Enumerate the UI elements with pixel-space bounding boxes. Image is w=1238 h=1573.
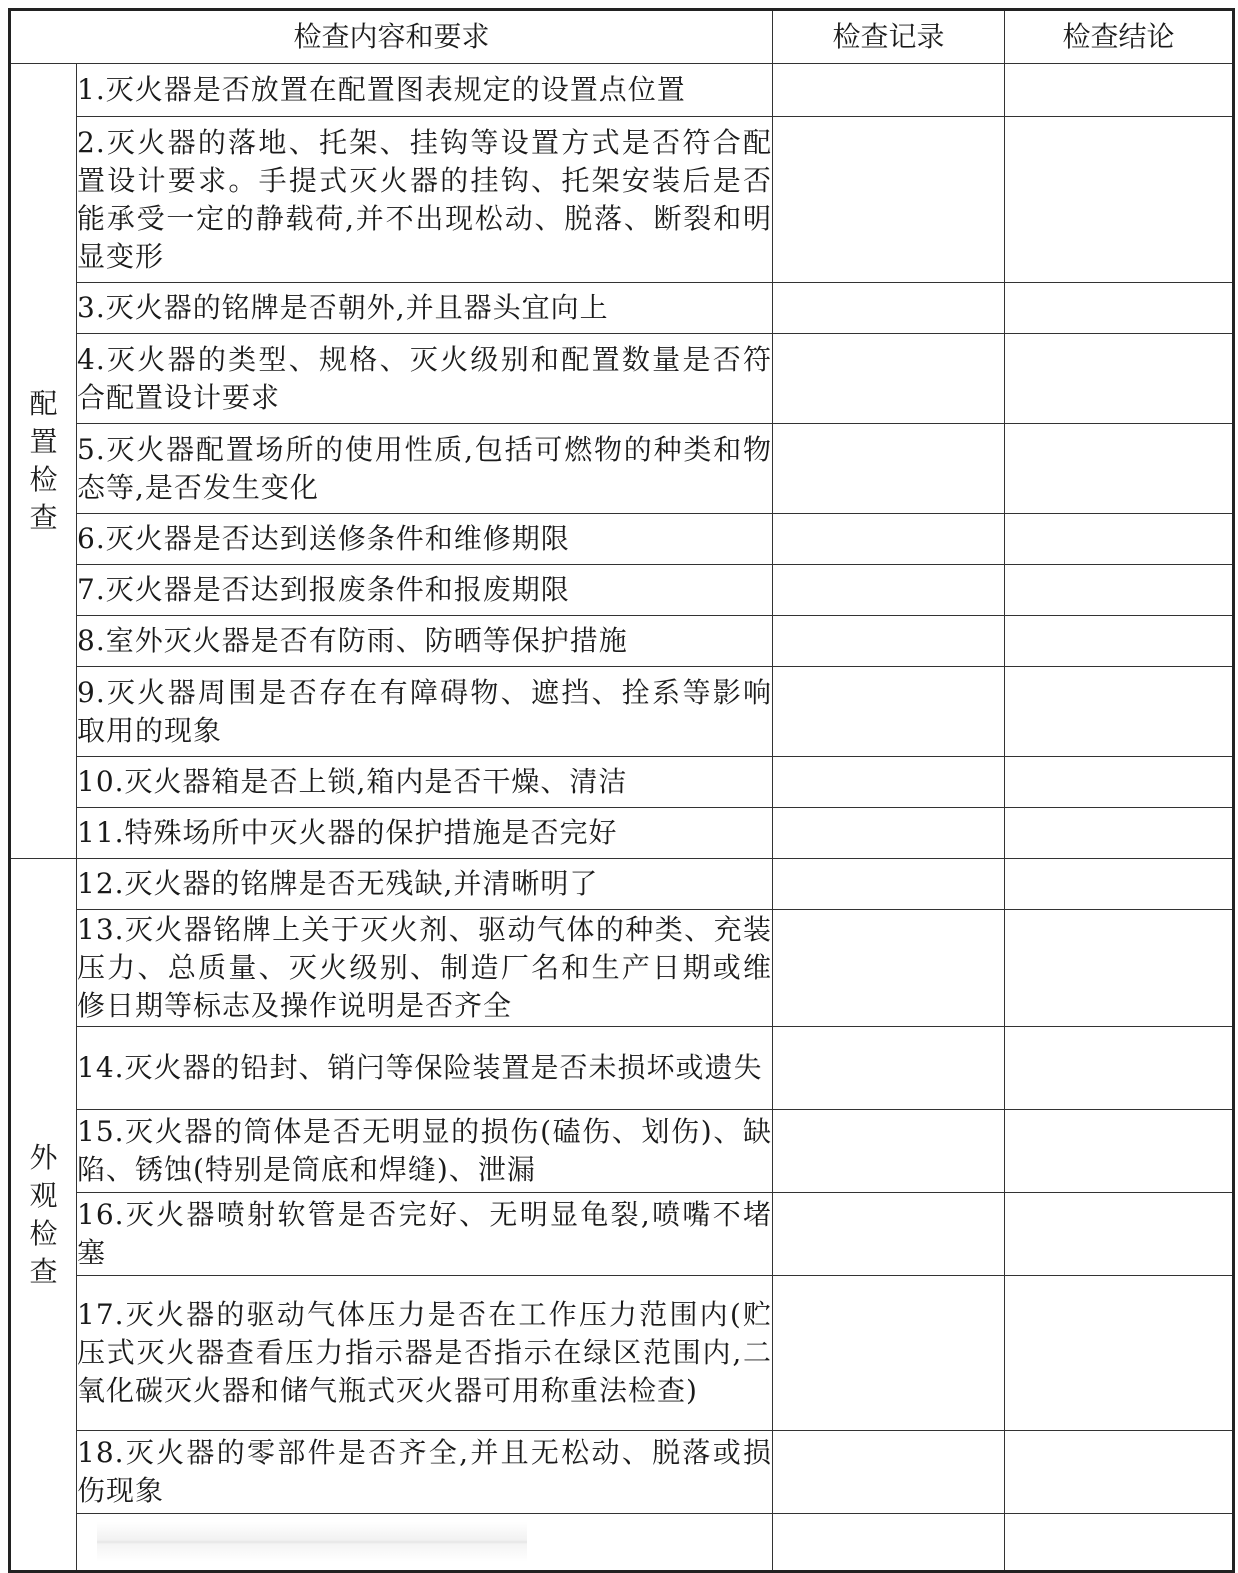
record-cell[interactable] bbox=[773, 334, 1005, 424]
check-item: 2.灭火器的落地、托架、挂钩等设置方式是否符合配置设计要求。手提式灭火器的挂钩、托架安装后是否能承受一定的静载荷,并不出现松动、脱落、断裂和明显变形 bbox=[77, 117, 773, 283]
conclusion-cell[interactable] bbox=[1005, 1276, 1234, 1431]
header-conclusion: 检查结论 bbox=[1005, 10, 1234, 64]
conclusion-cell[interactable] bbox=[1005, 283, 1234, 334]
check-item: 7.灭火器是否达到报废条件和报废期限 bbox=[77, 565, 773, 616]
table-row bbox=[10, 64, 1234, 117]
table-row bbox=[10, 808, 1234, 859]
header-record: 检查记录 bbox=[773, 10, 1005, 64]
record-cell[interactable] bbox=[773, 910, 1005, 1027]
table-row bbox=[10, 514, 1234, 565]
table-row bbox=[10, 859, 1234, 910]
table-row bbox=[10, 1027, 1234, 1110]
record-cell[interactable] bbox=[773, 424, 1005, 514]
check-item: 18.灭火器的零部件是否齐全,并且无松动、脱落或损伤现象 bbox=[77, 1431, 773, 1514]
check-item: 5.灭火器配置场所的使用性质,包括可燃物的种类和物态等,是否发生变化 bbox=[77, 424, 773, 514]
category-config-check: 配 置 检 查 bbox=[10, 64, 77, 859]
record-cell[interactable] bbox=[773, 1276, 1005, 1431]
check-item: 1.灭火器是否放置在配置图表规定的设置点位置 bbox=[77, 64, 773, 117]
record-cell[interactable] bbox=[773, 283, 1005, 334]
check-item: 11.特殊场所中灭火器的保护措施是否完好 bbox=[77, 808, 773, 859]
inspection-table bbox=[8, 8, 1235, 1573]
check-item: 13.灭火器铭牌上关于灭火剂、驱动气体的种类、充装压力、总质量、灭火级别、制造厂名和生产日期或维修日期等标志及操作说明是否齐全 bbox=[77, 910, 773, 1027]
check-item: 14.灭火器的铅封、销闩等保险装置是否未损坏或遗失 bbox=[77, 1027, 773, 1110]
check-item: 4.灭火器的类型、规格、灭火级别和配置数量是否符合配置设计要求 bbox=[77, 334, 773, 424]
category-appearance-check: 外 观 检 查 bbox=[10, 859, 77, 1572]
check-item: 15.灭火器的筒体是否无明显的损伤(磕伤、划伤)、缺陷、锈蚀(特别是筒底和焊缝)、泄漏 bbox=[77, 1110, 773, 1193]
record-cell[interactable] bbox=[773, 667, 1005, 757]
check-item: 8.室外灭火器是否有防雨、防晒等保护措施 bbox=[77, 616, 773, 667]
check-item: 10.灭火器箱是否上锁,箱内是否干燥、清洁 bbox=[77, 757, 773, 808]
conclusion-cell[interactable] bbox=[1005, 117, 1234, 283]
check-item: 12.灭火器的铭牌是否无残缺,并清晰明了 bbox=[77, 859, 773, 910]
scan-smudge bbox=[97, 1522, 527, 1562]
record-cell[interactable] bbox=[773, 64, 1005, 117]
conclusion-cell[interactable] bbox=[1005, 424, 1234, 514]
header-content: 检查内容和要求 bbox=[10, 10, 773, 64]
table-row bbox=[10, 1276, 1234, 1431]
table-row bbox=[10, 757, 1234, 808]
record-cell[interactable] bbox=[773, 616, 1005, 667]
conclusion-cell[interactable] bbox=[1005, 514, 1234, 565]
conclusion-cell[interactable] bbox=[1005, 1027, 1234, 1110]
record-cell[interactable] bbox=[773, 1027, 1005, 1110]
table-row bbox=[10, 1431, 1234, 1514]
conclusion-cell[interactable] bbox=[1005, 565, 1234, 616]
table-row bbox=[10, 616, 1234, 667]
conclusion-cell[interactable] bbox=[1005, 64, 1234, 117]
check-item: 17.灭火器的驱动气体压力是否在工作压力范围内(贮压式灭火器查看压力指示器是否指示在绿区范围内,二氧化碳灭火器和储气瓶式灭火器可用称重法检查) bbox=[77, 1276, 773, 1431]
check-item: 6.灭火器是否达到送修条件和维修期限 bbox=[77, 514, 773, 565]
record-cell[interactable] bbox=[773, 514, 1005, 565]
table-row bbox=[10, 667, 1234, 757]
check-item: 16.灭火器喷射软管是否完好、无明显龟裂,喷嘴不堵塞 bbox=[77, 1193, 773, 1276]
check-item: 9.灭火器周围是否存在有障碍物、遮挡、拴系等影响取用的现象 bbox=[77, 667, 773, 757]
conclusion-cell[interactable] bbox=[1005, 667, 1234, 757]
conclusion-cell[interactable] bbox=[1005, 1193, 1234, 1276]
table-row bbox=[10, 117, 1234, 283]
record-cell[interactable] bbox=[773, 1193, 1005, 1276]
conclusion-cell[interactable] bbox=[1005, 808, 1234, 859]
table-row bbox=[10, 1110, 1234, 1193]
conclusion-cell[interactable] bbox=[1005, 616, 1234, 667]
table-row bbox=[10, 1193, 1234, 1276]
record-cell[interactable] bbox=[773, 1431, 1005, 1514]
record-cell[interactable] bbox=[773, 117, 1005, 283]
table-row bbox=[10, 334, 1234, 424]
header-row bbox=[10, 10, 1234, 64]
conclusion-cell[interactable] bbox=[1005, 910, 1234, 1027]
table-row bbox=[10, 565, 1234, 616]
conclusion-cell[interactable] bbox=[1005, 1514, 1234, 1572]
conclusion-cell[interactable] bbox=[1005, 1431, 1234, 1514]
record-cell[interactable] bbox=[773, 859, 1005, 910]
record-cell[interactable] bbox=[773, 565, 1005, 616]
table-row bbox=[10, 910, 1234, 1027]
record-cell[interactable] bbox=[773, 1110, 1005, 1193]
check-item bbox=[77, 1514, 773, 1572]
record-cell[interactable] bbox=[773, 757, 1005, 808]
table-row bbox=[10, 1514, 1234, 1572]
conclusion-cell[interactable] bbox=[1005, 1110, 1234, 1193]
table-row bbox=[10, 283, 1234, 334]
table-row bbox=[10, 424, 1234, 514]
conclusion-cell[interactable] bbox=[1005, 859, 1234, 910]
record-cell[interactable] bbox=[773, 1514, 1005, 1572]
table-body bbox=[10, 64, 1234, 1572]
check-item: 3.灭火器的铭牌是否朝外,并且器头宜向上 bbox=[77, 283, 773, 334]
conclusion-cell[interactable] bbox=[1005, 334, 1234, 424]
conclusion-cell[interactable] bbox=[1005, 757, 1234, 808]
record-cell[interactable] bbox=[773, 808, 1005, 859]
